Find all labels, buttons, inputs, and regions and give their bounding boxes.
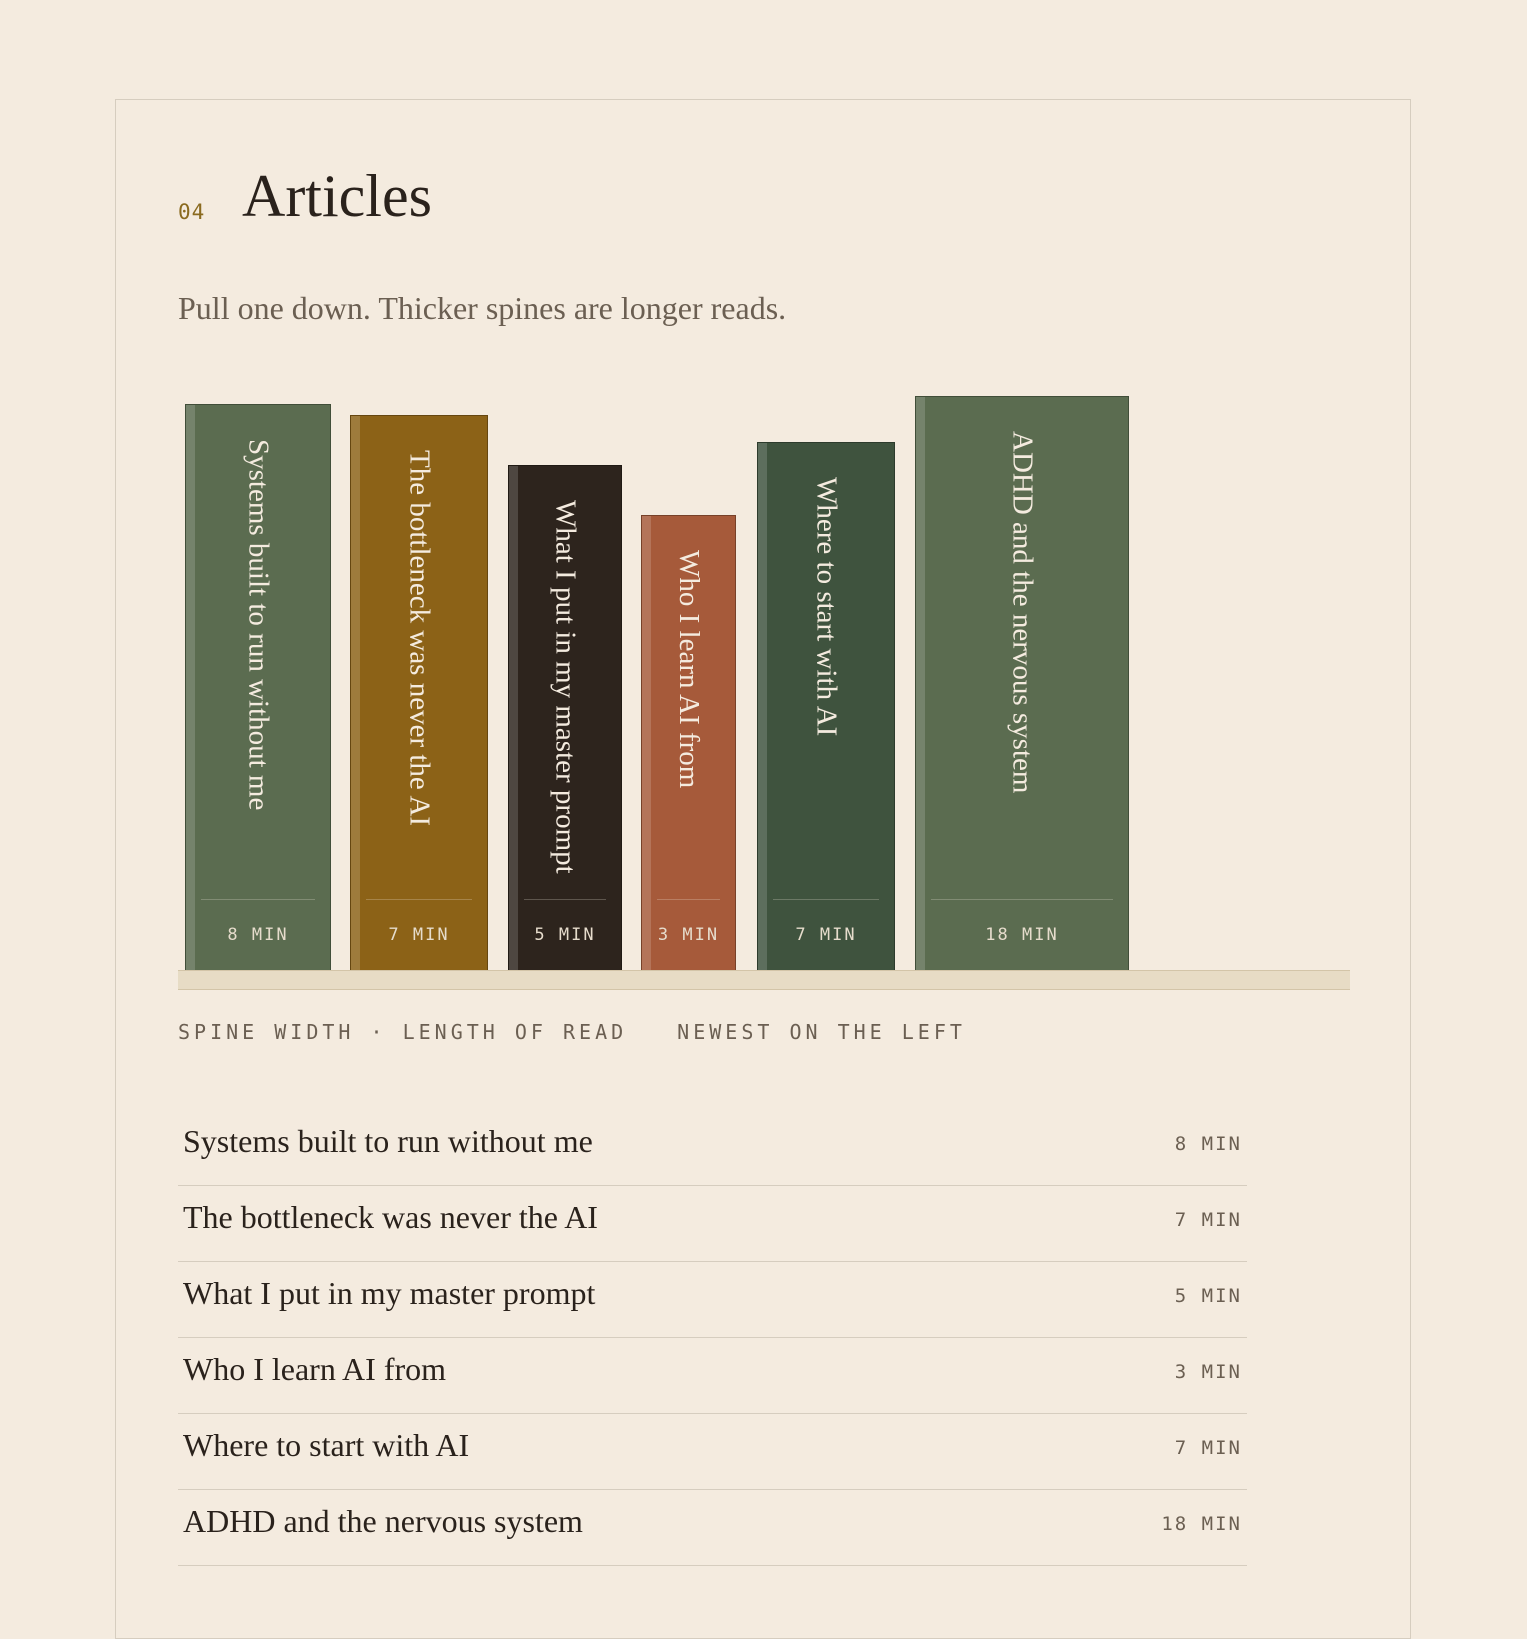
book-spine-learn-ai[interactable] bbox=[641, 515, 736, 970]
article-title: Systems built to run without me bbox=[183, 1123, 593, 1159]
article-read-time: 5 MIN bbox=[1174, 1284, 1242, 1307]
list-item[interactable] bbox=[178, 1262, 1247, 1338]
spine-read-time: 7 MIN bbox=[388, 925, 450, 945]
book-spine-master-prompt[interactable] bbox=[508, 465, 622, 970]
spine-read-time: 18 MIN bbox=[985, 925, 1059, 945]
book-spine-bottleneck[interactable] bbox=[350, 415, 488, 970]
article-title: Who I learn AI from bbox=[183, 1351, 447, 1387]
section-subtitle: Pull one down. Thicker spines are longer reads. bbox=[178, 290, 787, 326]
list-item[interactable] bbox=[178, 1186, 1247, 1262]
list-item[interactable] bbox=[178, 1490, 1247, 1566]
spine-read-time: 3 MIN bbox=[657, 925, 720, 945]
spine-read-time: 7 MIN bbox=[795, 925, 857, 945]
spine-title: Where to start with AI bbox=[810, 477, 843, 737]
article-read-time: 18 MIN bbox=[1161, 1512, 1242, 1535]
spine-title: What I put in my master prompt bbox=[549, 500, 582, 874]
legend-spine-width: SPINE WIDTH · LENGTH OF READ bbox=[178, 1020, 628, 1044]
list-item[interactable] bbox=[178, 1338, 1247, 1414]
article-read-time: 3 MIN bbox=[1174, 1360, 1242, 1383]
book-spine-adhd[interactable] bbox=[915, 396, 1129, 970]
spine-read-time: 5 MIN bbox=[534, 925, 596, 945]
spine-divider bbox=[366, 899, 472, 901]
list-item[interactable] bbox=[178, 1414, 1247, 1490]
book-spine-systems[interactable] bbox=[185, 404, 331, 970]
spine-divider bbox=[773, 899, 879, 901]
article-title: The bottleneck was never the AI bbox=[183, 1199, 598, 1235]
article-list bbox=[178, 1110, 1247, 1566]
article-read-time: 7 MIN bbox=[1174, 1436, 1242, 1459]
article-read-time: 8 MIN bbox=[1174, 1132, 1242, 1155]
spine-read-time: 8 MIN bbox=[227, 925, 289, 945]
spine-divider bbox=[657, 899, 720, 901]
spine-divider bbox=[931, 899, 1113, 901]
section-number: 04 bbox=[178, 200, 206, 224]
spine-title: The bottleneck was never the AI bbox=[403, 450, 436, 827]
article-title: Where to start with AI bbox=[183, 1427, 470, 1463]
article-read-time: 7 MIN bbox=[1174, 1208, 1242, 1231]
list-item[interactable] bbox=[178, 1110, 1247, 1186]
bookshelf bbox=[178, 380, 1350, 990]
spine-title: Systems built to run without me bbox=[242, 439, 275, 811]
shelf-legend bbox=[178, 1020, 966, 1044]
page-title: Articles bbox=[242, 163, 432, 229]
shelf-board bbox=[178, 970, 1350, 990]
spine-title: Who I learn AI from bbox=[672, 550, 705, 789]
spine-title: ADHD and the nervous system bbox=[1006, 431, 1039, 794]
book-spine-start-ai[interactable] bbox=[757, 442, 895, 970]
spine-divider bbox=[524, 899, 606, 901]
article-title: What I put in my master prompt bbox=[183, 1275, 596, 1311]
article-title: ADHD and the nervous system bbox=[183, 1503, 583, 1539]
legend-order: NEWEST ON THE LEFT bbox=[677, 1020, 966, 1044]
spine-divider bbox=[201, 899, 315, 901]
